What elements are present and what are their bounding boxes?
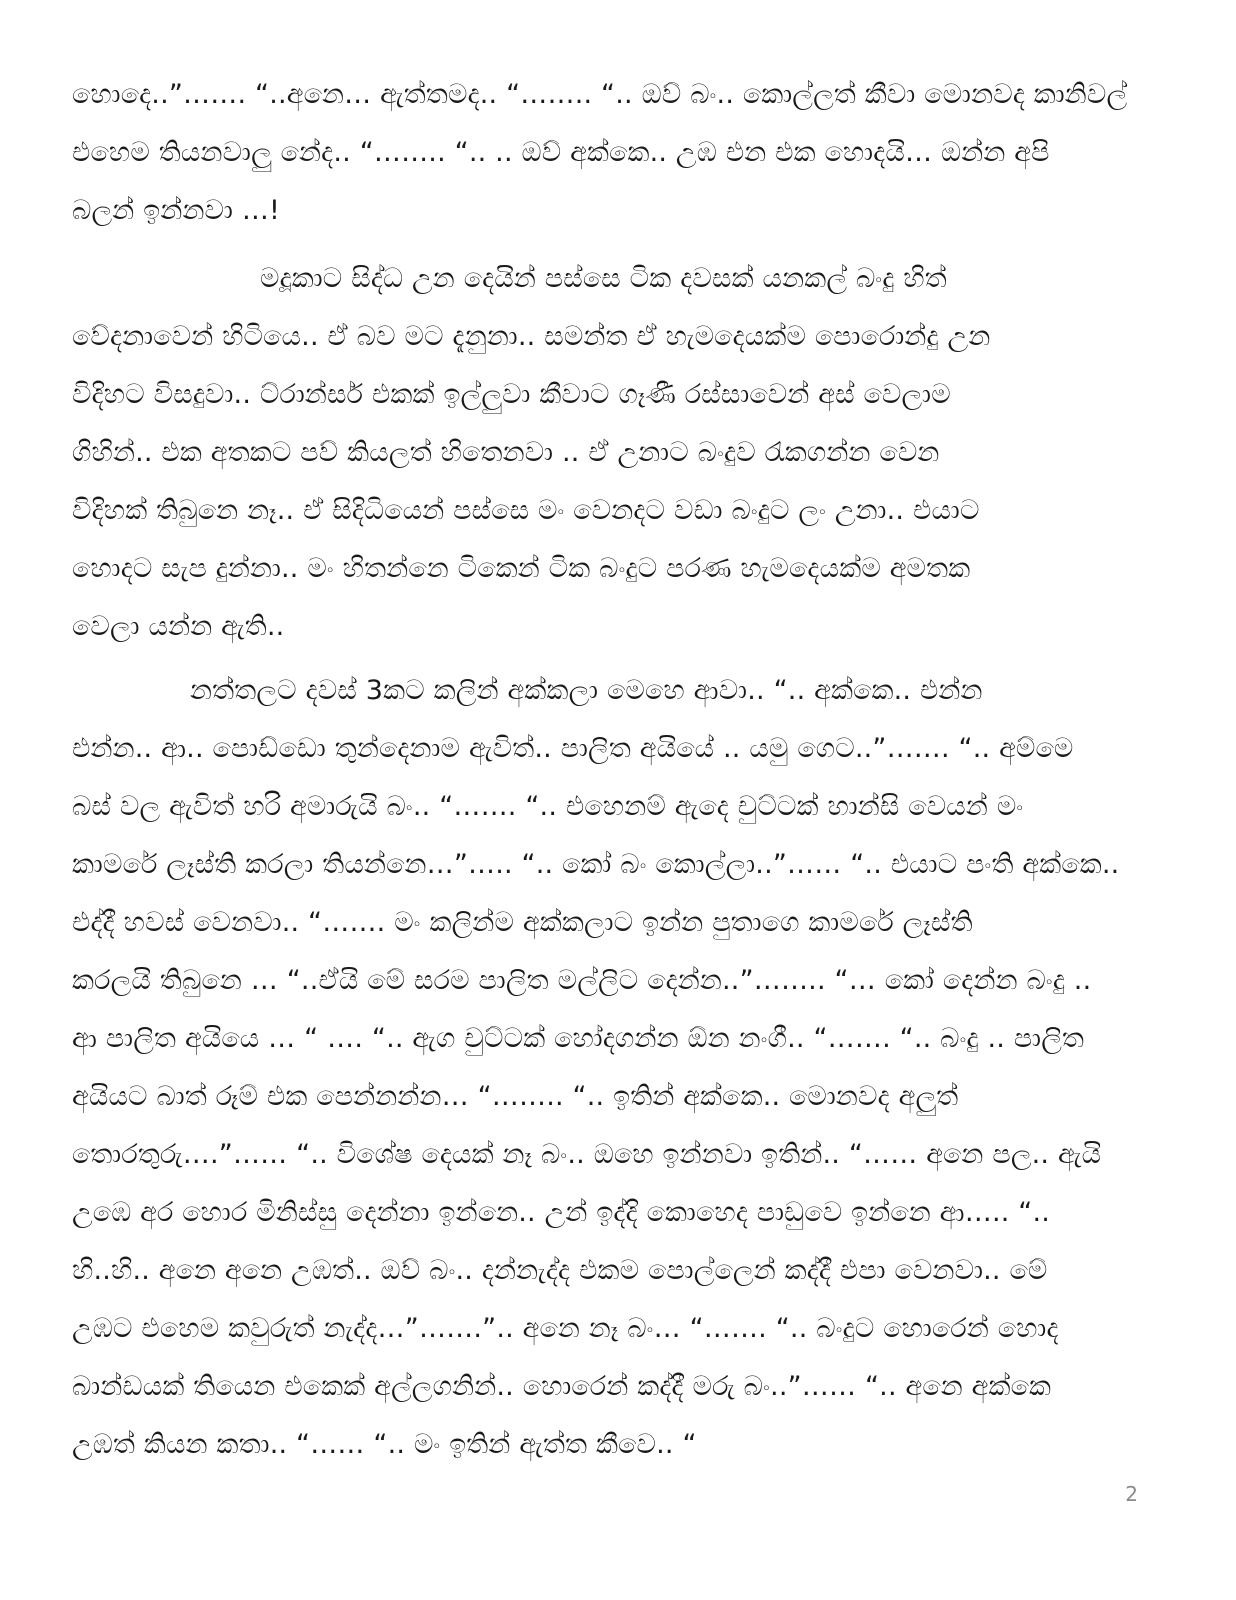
text-line: එද්දී හවස් වෙනවා.. “……. මං කලින්ම අක්කලාට ඉන්න පුතාගෙ කාමරේ ලෑස්ති (72, 907, 973, 938)
paragraph-2 (72, 250, 1148, 656)
text-line: එහෙම තියනවාලු නේද.. “…….. “.. .. ඔව් අක්කෙ.. උඹ එන එක හොදයි… ඔන්න අපි (72, 137, 1050, 168)
text-line: උඹෙ අර හොර මිනිස්සු දෙන්නා ඉන්නෙ.. උන් ඉද්දි කොහෙද පාඩුවෙ ඉන්නෙ ආ….. “.. (72, 1197, 1051, 1228)
page-number: 2 (1125, 1482, 1138, 1506)
text-line: විදිහක් තිබුනෙ නෑ.. ඒ සිදිධියෙන් පස්සෙ මං වෙනදට වඩා බංදුට ලං උනා.. එයාට (72, 495, 980, 526)
text-line-indented: නත්තලට දවස් 3කට කලින් අක්කලා මෙහෙ ආවා.. “.. අක්කෙ.. එන්න (190, 675, 983, 706)
text-line: උඹත් කියන කතා.. “…… “.. මං ඉතින් ඇත්ත කීවෙ.. “ (72, 1429, 697, 1460)
text-line: එන්න.. ආ.. පොඩ්ඩො තුන්දෙනාම ඇවිත්.. පාලිත අයියේ .. යමු ගෙට..”……. “.. අම්මෙ (72, 733, 1074, 764)
text-line: කාමරේ ලෑස්ති කරලා තියන්නෙ…”….. “.. කෝ බං කොල්ලා..”…… “.. එයාට පංති අක්කෙ.. (72, 849, 1120, 880)
text-line: බලන් ඉන්නවා …! (72, 195, 281, 226)
text-line: බාන්ඩයක් තියෙන එකෙක් අල්ලගනින්.. හොරෙන් කද්දී මරු බං..”…… “.. අනෙ අක්කෙ (72, 1371, 1052, 1402)
text-line: අයියට බාත් රූම් එක පෙන්නන්න… “…….. “.. ඉතින් අක්කෙ.. මොනවද අලුත් (72, 1081, 959, 1112)
text-line: තොරතුරු….”…… “.. විශේෂ දෙයක් නෑ බං.. ඔහෙ ඉන්නවා ඉතින්.. “…… අනෙ පල.. ඇයි (72, 1139, 1102, 1170)
text-line: ආ පාලිත අයියෙ … “ …. “.. ඇග චුට්ටක් හෝදගන්න ඕන නංගී.. “……. “.. බංදු .. පාලිත (72, 1023, 1085, 1054)
paragraph-1 (72, 66, 1148, 240)
text-line: හොදෙ..”……. “..අනෙ… ඇත්තමද.. “…….. “.. ඔව් බං.. කොල්ලත් කීවා මොනවද කානිවල් (72, 79, 1128, 110)
text-line: කරලයි තිබුනෙ … “..ඒයි මේ සරම පාලිත මල්ලිට දෙන්න..”…….. “… කෝ දෙන්න බංදු .. (72, 965, 1092, 996)
text-line: හි..හි.. අනෙ අනෙ උඹත්.. ඔව් බං.. දන්නැද්ද එකම පොල්ලෙන් කද්දී එපා වෙනවා.. මේ (72, 1255, 1048, 1286)
text-line: වේදනාවෙන් හිටියෙ.. ඒ බව මට දැනුනා.. සමන්ත ඒ හැමදෙයක්ම පොරොන්දු උන (72, 321, 991, 352)
paragraph-3 (72, 662, 1148, 1474)
text-line: විදිහට විසදුවා.. ට්රාන්සර් එකක් ඉල්ලුවා කීවාට ගෑණී රස්සාවෙන් අස් වෙලාම (72, 379, 951, 410)
text-line: වෙලා යන්න ඇති.. (72, 611, 285, 642)
text-line: උඹට එහෙම කවුරුත් නැද්ද…”…….”.. අනෙ නෑ බං… “……. “.. බංදුට හොරෙන් හොද (72, 1313, 1059, 1344)
text-line: බස් වල ඇවිත් හරි අමාරුයි බං.. “……. “.. එහෙනම් ඇදෙ චුට්ටක් හාන්සි වෙයන් මං (72, 791, 1024, 822)
text-line: ගිහින්.. එක අතකට පව් කියලත් හිතෙනවා .. ඒ උනාට බංදුව රැකගන්න වෙන (72, 437, 940, 468)
text-line: හොදට සැප දුන්නා.. මං හිතන්නෙ ටිකෙන් ටික බංදුට පරණ හැමදෙයක්ම අමතක (72, 553, 971, 584)
text-line-indented: මදූකාට සිද්ධ උන දෙයින් පස්සෙ ටික දවසක් යනකල් බංදු හිත් (260, 263, 947, 294)
